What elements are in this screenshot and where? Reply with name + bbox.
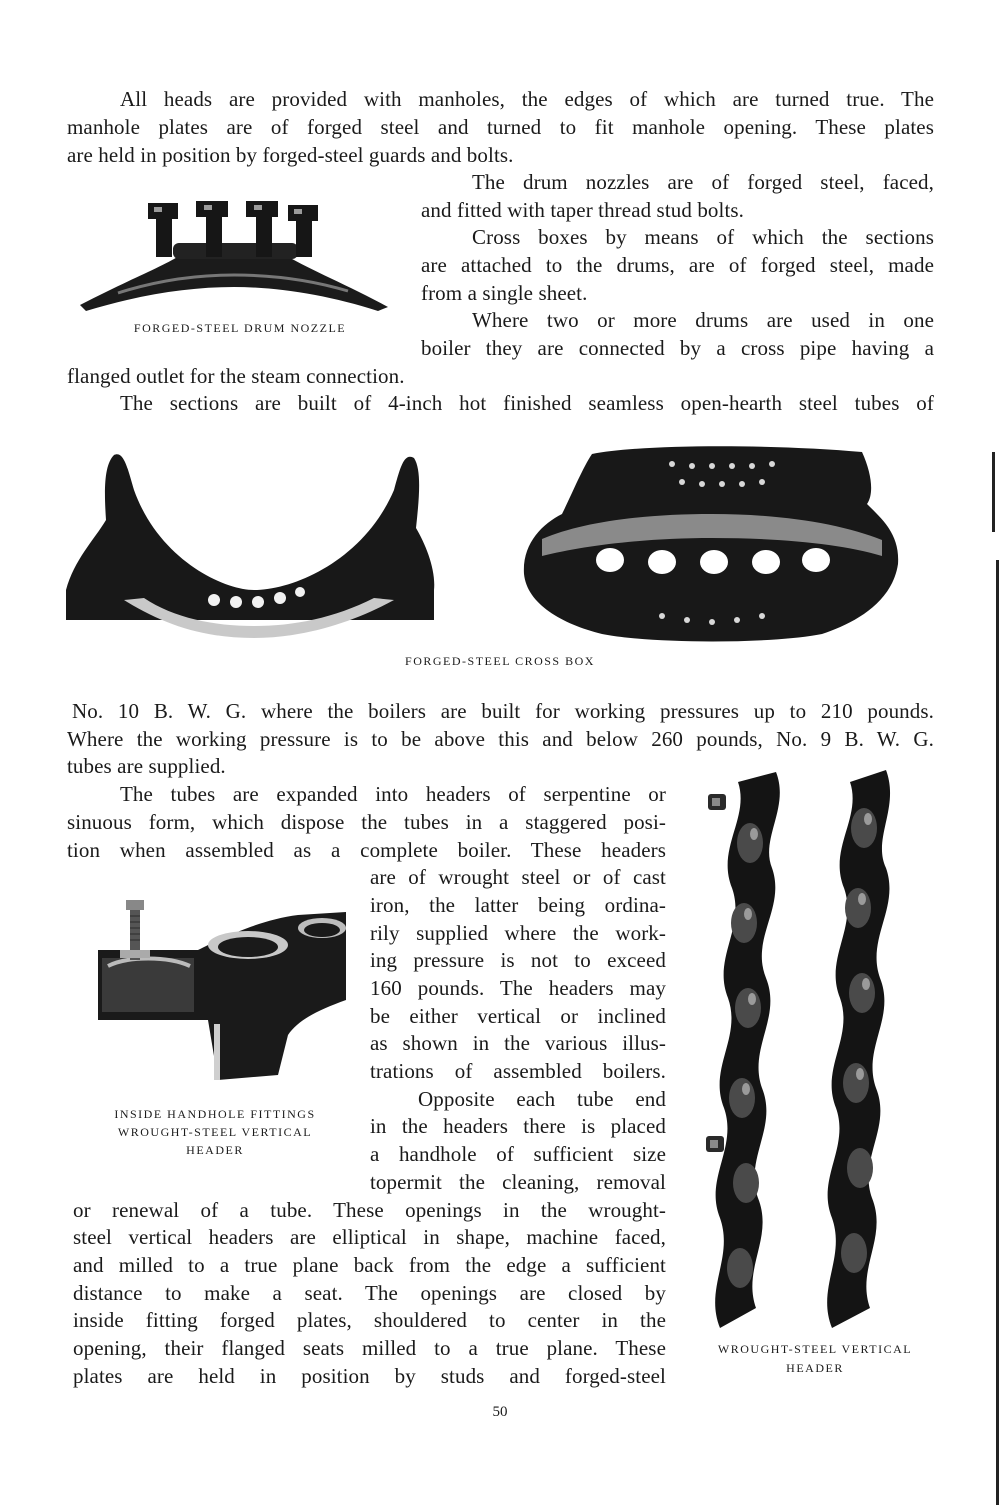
text-line: inside fitting forged plates, shouldered to center in the <box>73 1308 666 1332</box>
text-line: are attached to the drums, are of forged steel, made <box>421 253 934 277</box>
text-line: from a single sheet. <box>421 281 588 305</box>
text-line: topermit the cleaning, removal <box>370 1170 666 1194</box>
text-line: Opposite each tube end <box>418 1087 666 1111</box>
text-line: iron, the latter being ordina- <box>370 893 666 917</box>
text-line: ing pressure is not to exceed <box>370 948 666 972</box>
text-line: All heads are provided with manholes, the edges of which are turned true. The <box>120 87 934 111</box>
text-line: are held in position by forged-steel guards and bolts. <box>67 143 514 167</box>
drum-nozzle-caption: FORGED-STEEL DRUM NOZZLE <box>133 321 347 335</box>
text-line: sinuous form, which dispose the tubes in a staggered posi- <box>67 810 666 834</box>
scan-edge-mark <box>996 560 999 1505</box>
text-line: rily supplied where the work- <box>370 921 666 945</box>
text-line: 160 pounds. The headers may <box>370 976 666 1000</box>
scan-edge-mark <box>992 452 995 532</box>
text-line: are of wrought steel or of cast <box>370 865 666 889</box>
handhole-caption-line-1: INSIDE HANDHOLE FITTINGS <box>114 1107 316 1121</box>
text-line: in the headers there is placed <box>370 1114 666 1138</box>
cross-box-illustration-right <box>522 444 900 646</box>
text-line: tubes are supplied. <box>67 754 226 778</box>
text-line: Where the working pressure is to be above this and below 260 pounds, No. 9 B. W. G. <box>67 727 934 751</box>
drum-nozzle-illustration <box>78 195 390 315</box>
text-line: The sections are built of 4-inch hot finished seamless open-hearth steel tubes of <box>120 391 934 415</box>
text-line: tion when assembled as a complete boiler. These headers <box>67 838 666 862</box>
text-line: opening, their flanged seats milled to a true plane. These <box>73 1336 666 1360</box>
text-line: and fitted with taper thread stud bolts. <box>421 198 745 222</box>
text-line: Where two or more drums are used in one <box>472 308 934 332</box>
text-line: plates are held in position by studs and forged-steel <box>73 1364 666 1388</box>
handhole-caption-line-3: HEADER <box>186 1143 244 1157</box>
header-caption-line-2: HEADER <box>786 1361 844 1375</box>
handhole-fittings-illustration <box>98 900 346 1090</box>
text-line: flanged outlet for the steam connection. <box>67 364 405 388</box>
text-line: Cross boxes by means of which the sections <box>472 225 934 249</box>
text-line: The drum nozzles are of forged steel, faced, <box>472 170 934 194</box>
text-line: a handhole of sufficient size <box>370 1142 666 1166</box>
text-line: be either vertical or inclined <box>370 1004 666 1028</box>
text-line: or renewal of a tube. These openings in the wrought- <box>73 1198 666 1222</box>
cross-box-caption: FORGED-STEEL CROSS BOX <box>405 654 595 668</box>
text-line: No. 10 B. W. G. where the boilers are built for working pressures up to 210 pounds. <box>72 699 934 723</box>
text-line: The tubes are expanded into headers of serpentine or <box>120 782 666 806</box>
text-line: distance to make a seat. The openings are closed by <box>73 1281 666 1305</box>
text-line: manhole plates are of forged steel and turned to fit manhole opening. These plates <box>67 115 934 139</box>
header-caption-line-1: WROUGHT-STEEL VERTICAL <box>717 1342 913 1356</box>
text-line: trations of assembled boilers. <box>370 1059 666 1083</box>
text-line: boiler they are connected by a cross pipe having a <box>421 336 934 360</box>
text-line: as shown in the various illus- <box>370 1031 666 1055</box>
handhole-caption-line-2: WROUGHT-STEEL VERTICAL <box>117 1125 313 1139</box>
vertical-header-illustration <box>700 768 930 1338</box>
cross-box-illustration-left <box>64 450 436 644</box>
text-line: and milled to a true plane back from the edge a sufficient <box>73 1253 666 1277</box>
text-line: steel vertical headers are elliptical in shape, machine faced, <box>73 1225 666 1249</box>
page-number: 50 <box>492 1404 508 1420</box>
